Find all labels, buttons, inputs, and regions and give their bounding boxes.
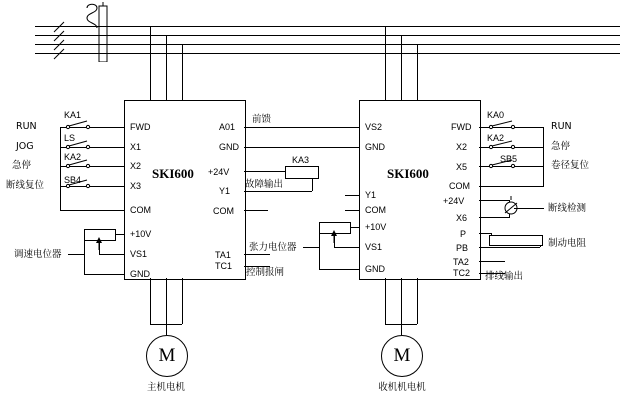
label-jog-left: JOG: [16, 141, 34, 152]
wire-d2-vs1: [334, 247, 359, 248]
label-ka2-r: KA2: [487, 133, 505, 143]
label-breakreset-left: 断线复位: [6, 180, 45, 191]
label-motor-1: 主机电机: [146, 382, 185, 393]
drive-2-terminal-tc2: TC2: [453, 268, 471, 278]
label-motor-2: 收机机电机: [378, 382, 426, 393]
label-estop-left: 急停: [12, 160, 32, 171]
drive-1-terminal-x1: X1: [130, 142, 142, 152]
label-ka3: KA3: [292, 155, 310, 165]
wire-gnd-to-gnd: [284, 147, 330, 148]
drive-2-terminal-vs1: VS1: [365, 242, 383, 252]
label-winding-output: 排线输出: [485, 271, 524, 282]
wire-vs2-v: [330, 127, 331, 128]
drive-1-terminal-fwd: FWD: [130, 122, 151, 132]
wire-y1: [244, 191, 290, 192]
label-run-left: RUN: [16, 121, 37, 132]
drop-right-3: [417, 44, 418, 100]
wire-gnd: [84, 274, 124, 275]
motor-1: [146, 335, 188, 377]
right-switch-symbols: [485, 118, 555, 198]
label-sb5: SB5: [500, 154, 518, 164]
drive-2-terminal-vs2: VS2: [365, 122, 383, 132]
break-detect-sensor-icon: [498, 196, 528, 222]
wire-vs1: [99, 254, 124, 255]
drive-1-terminal-tc1: TC1: [215, 261, 233, 271]
wire-d2-com: [345, 210, 359, 211]
motor2-lead-join-l: [385, 324, 401, 325]
circuit-breaker-icon: [75, 2, 135, 62]
motor2-stem: [401, 318, 402, 335]
label-ls: LS: [64, 133, 76, 143]
motor1-lead-join-l: [150, 324, 166, 325]
wire-speed-pot-label: [68, 254, 84, 255]
label-diameter-reset: 卷径复位: [551, 160, 590, 171]
motor-1-symbol: M: [158, 345, 176, 366]
motor1-lead-3: [182, 278, 183, 324]
label-ka1: KA1: [64, 110, 82, 120]
wire-gnd-r: [244, 147, 284, 148]
tension-pot-wiper-arrow: [330, 229, 354, 245]
wire-a01: [244, 127, 284, 128]
motor2-lead-3: [417, 278, 418, 324]
drive-1-terminal-com2: COM: [213, 206, 234, 216]
motor1-lead-2: [166, 278, 167, 318]
label-break-detect: 断线检测: [548, 203, 587, 214]
wire-a01-to-vs2: [284, 127, 330, 128]
label-feedforward: 前馈: [252, 114, 272, 125]
drive-2-terminal-fwd: FWD: [451, 122, 472, 132]
motor1-stem: [166, 318, 167, 335]
drop-left-3: [182, 44, 183, 100]
drive-2-terminal-com: COM: [449, 181, 470, 191]
wire-24v: [244, 171, 290, 172]
drive-1-terminal-gnd: GND: [130, 269, 150, 279]
drop-right-1: [385, 26, 386, 100]
wire-d2-y1: [345, 195, 359, 196]
drop-left-1: [150, 26, 151, 100]
drive-2-terminal-ta2: TA2: [453, 257, 469, 267]
drive-1-terminal-10v: +10V: [130, 229, 152, 239]
wire-res-bottom: [491, 247, 540, 248]
label-ka2: KA2: [64, 152, 82, 162]
drive-2-terminal-x6: X6: [456, 213, 468, 223]
drive-2-terminal-x2: X2: [456, 142, 468, 152]
drop-right-2: [401, 35, 402, 100]
wire-com-bus: [60, 127, 61, 211]
drive-2-terminal-p: P: [460, 229, 467, 239]
wire-tension-pot-label: [303, 247, 319, 248]
wire-pb: [479, 247, 491, 248]
motor2-lead-join-r: [401, 324, 417, 325]
wire-p: [479, 233, 491, 234]
motor-2-symbol: M: [393, 345, 411, 366]
drive-1-terminal-a01: A01: [219, 122, 236, 132]
drive-1-terminal-y1: Y1: [219, 186, 231, 196]
wire-ka3-right: [312, 177, 313, 191]
drive-2-terminal-gnd: GND: [365, 142, 385, 152]
drive-1-terminal-x2: X2: [130, 161, 142, 171]
motor2-lead-1: [385, 278, 386, 324]
label-brake-resistor: 制动电阻: [548, 238, 587, 249]
drive-2-terminal-x5: X5: [456, 162, 468, 172]
drive-1-terminal-24v: +24V: [208, 167, 230, 177]
wire-gnd-link: [330, 147, 359, 148]
drive-2-terminal-10v: +10V: [365, 222, 387, 232]
drive-2-terminal-pb: PB: [456, 243, 469, 253]
label-brake-control: 控制报闸: [246, 267, 285, 278]
drive-1-terminal-ta1: TA1: [215, 250, 231, 260]
label-fault-output: 故障输出: [245, 179, 284, 190]
wire-vs2-link: [330, 127, 359, 128]
drive-2-terminal-gnd2: GND: [365, 264, 385, 274]
wire-com-r: [244, 210, 268, 211]
label-ka0: KA0: [487, 110, 505, 120]
drop-left-2: [166, 35, 167, 100]
label-sb4: SB4: [64, 175, 82, 185]
drive-1-terminal-gnd2: GND: [219, 142, 239, 152]
motor1-lead-join-r: [166, 324, 182, 325]
drive-2-terminal-com: COM: [365, 205, 386, 215]
label-tension-pot: 张力电位器: [249, 242, 297, 253]
drive-2-terminal-y1: Y1: [365, 190, 377, 200]
drive-1-terminal-x3: X3: [130, 181, 142, 191]
pot-wiper-arrow: [95, 236, 119, 252]
drive-1-name: SKI600: [152, 166, 194, 181]
label-speed-pot: 调速电位器: [14, 249, 62, 260]
wire-ka3-bottom: [290, 191, 312, 192]
drive-1-terminal-vs1: VS1: [130, 249, 148, 259]
wire-ta2: [479, 261, 505, 262]
motor1-lead-1: [150, 278, 151, 324]
wire-sensor-out: [514, 208, 544, 209]
label-run-right: RUN: [551, 121, 572, 132]
motor2-lead-2: [401, 278, 402, 318]
drive-2-name: SKI600: [387, 166, 429, 181]
wire-ta1: [244, 254, 270, 255]
drive-1-terminal-com: COM: [130, 205, 151, 215]
ka3-coil: [285, 166, 319, 179]
wire-d2-gnd: [319, 269, 359, 270]
motor-2: [381, 335, 423, 377]
drive-2-terminal-24v: +24V: [443, 196, 465, 206]
brake-resistor-body: [489, 235, 543, 246]
label-estop-right: 急停: [551, 141, 571, 152]
